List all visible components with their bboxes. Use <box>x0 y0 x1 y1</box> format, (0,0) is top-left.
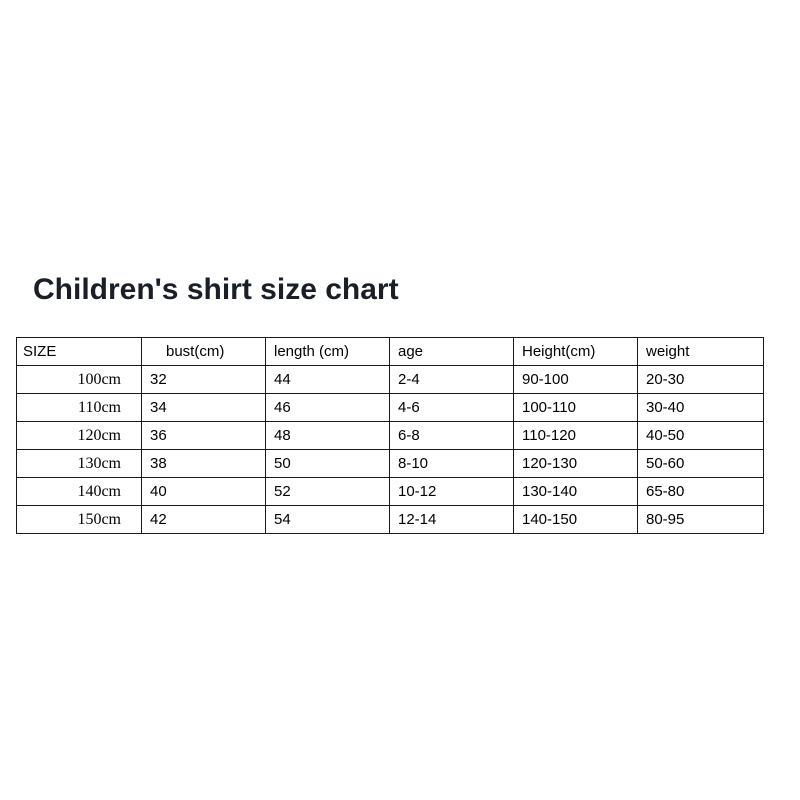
header-age: age <box>390 338 514 366</box>
cell-length: 44 <box>266 366 390 394</box>
cell-length: 48 <box>266 422 390 450</box>
cell-height: 140-150 <box>514 506 638 534</box>
table-row <box>17 450 764 478</box>
cell-weight: 65-80 <box>638 478 764 506</box>
cell-length: 50 <box>266 450 390 478</box>
header-bust: bust(cm) <box>142 338 266 366</box>
cell-bust: 38 <box>142 450 266 478</box>
table-row <box>17 394 764 422</box>
cell-bust: 32 <box>142 366 266 394</box>
table-row <box>17 366 764 394</box>
cell-height: 90-100 <box>514 366 638 394</box>
cell-size: 140cm <box>17 478 142 506</box>
table-row <box>17 478 764 506</box>
cell-size: 120cm <box>17 422 142 450</box>
cell-height: 110-120 <box>514 422 638 450</box>
header-weight: weight <box>638 338 764 366</box>
size-chart-table <box>16 337 764 534</box>
page-title: Children's shirt size chart <box>33 273 399 306</box>
cell-weight: 30-40 <box>638 394 764 422</box>
cell-age: 4-6 <box>390 394 514 422</box>
cell-height: 130-140 <box>514 478 638 506</box>
cell-height: 120-130 <box>514 450 638 478</box>
cell-size: 110cm <box>17 394 142 422</box>
cell-age: 8-10 <box>390 450 514 478</box>
cell-weight: 50-60 <box>638 450 764 478</box>
cell-length: 54 <box>266 506 390 534</box>
header-height: Height(cm) <box>514 338 638 366</box>
cell-weight: 20-30 <box>638 366 764 394</box>
cell-bust: 36 <box>142 422 266 450</box>
cell-bust: 42 <box>142 506 266 534</box>
cell-bust: 40 <box>142 478 266 506</box>
table-header-row <box>17 338 764 366</box>
table-row <box>17 422 764 450</box>
cell-size: 150cm <box>17 506 142 534</box>
cell-size: 100cm <box>17 366 142 394</box>
cell-age: 12-14 <box>390 506 514 534</box>
table-row <box>17 506 764 534</box>
header-size: SIZE <box>17 338 142 366</box>
cell-age: 6-8 <box>390 422 514 450</box>
cell-size: 130cm <box>17 450 142 478</box>
cell-age: 2-4 <box>390 366 514 394</box>
header-length: length (cm) <box>266 338 390 366</box>
cell-age: 10-12 <box>390 478 514 506</box>
cell-height: 100-110 <box>514 394 638 422</box>
cell-weight: 80-95 <box>638 506 764 534</box>
cell-weight: 40-50 <box>638 422 764 450</box>
cell-length: 46 <box>266 394 390 422</box>
cell-length: 52 <box>266 478 390 506</box>
cell-bust: 34 <box>142 394 266 422</box>
